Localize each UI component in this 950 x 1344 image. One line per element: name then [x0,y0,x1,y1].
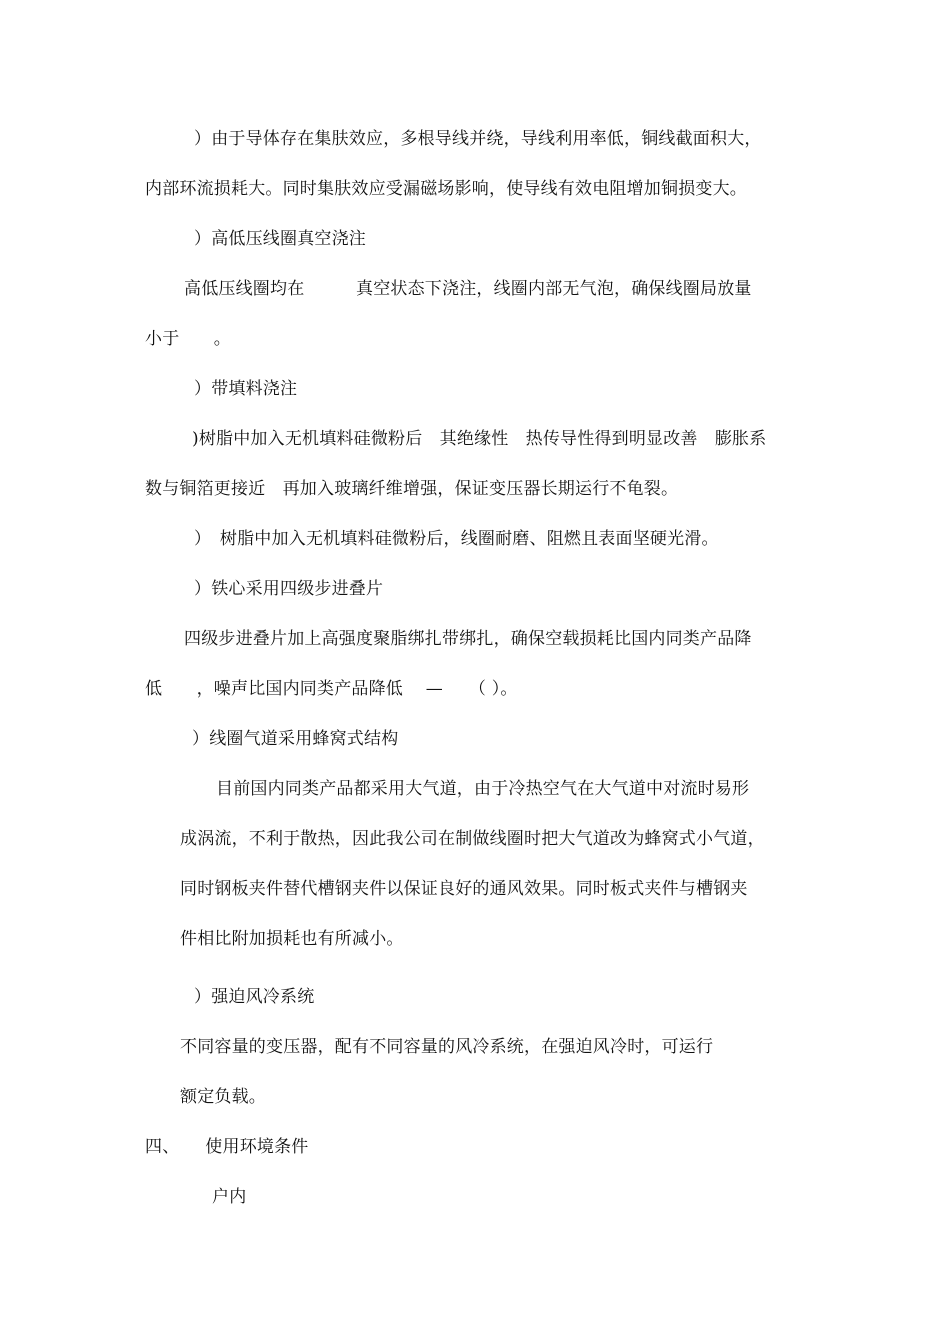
text-line: 内部环流损耗大。同时集肤效应受漏磁场影响，使导线有效电阻增加铜损变大。 [145,179,747,199]
text-line: 低 ，噪声比国内同类产品降低 — （ ）。 [145,679,518,699]
text-line: 数与铜箔更接近 再加入玻璃纤维增强，保证变压器长期运行不龟裂。 [145,479,679,499]
text-line: 同时钢板夹件替代槽钢夹件以保证良好的通风效果。同时板式夹件与槽钢夹 [180,879,748,899]
section-heading: ）铁心采用四级步进叠片 [194,579,384,599]
text-line: 成涡流，不利于散热，因此我公司在制做线圈时把大气道改为蜂窝式小气道， [180,829,765,849]
text-line: ）由于导体存在集肤效应，多根导线并绕，导线利用率低，铜线截面积大， [194,129,762,149]
section-heading: ）强迫风冷系统 [194,987,315,1007]
chapter-heading: 四、 使用环境条件 [145,1137,309,1157]
section-heading: ）高低压线圈真空浇注 [194,229,366,249]
text-line: ） 树脂中加入无机填料硅微粉后，线圈耐磨、阻燃且表面坚硬光滑。 [194,529,719,549]
text-line: )树脂中加入无机填料硅微粉后 其绝缘性 热传导性得到明显改善 膨胀系 [192,429,767,449]
section-heading: ）线圈气道采用蜂窝式结构 [192,729,399,749]
text-line: 小于 。 [145,329,231,349]
text-line: 不同容量的变压器，配有不同容量的风冷系统，在强迫风冷时，可运行 [180,1037,714,1057]
section-heading: ）带填料浇注 [194,379,298,399]
text-line: 高低压线圈均在 真空状态下浇注，线圈内部无气泡，确保线圈局放量 [184,279,752,299]
text-line: 目前国内同类产品都采用大气道，由于冷热空气在大气道中对流时易形 [216,779,750,799]
text-line: 件相比附加损耗也有所减小。 [180,929,404,949]
text-line: 额定负载。 [180,1087,266,1107]
text-line: 四级步进叠片加上高强度聚脂绑扎带绑扎，确保空载损耗比国内同类产品降 [184,629,752,649]
text-line: 户内 [212,1187,247,1207]
